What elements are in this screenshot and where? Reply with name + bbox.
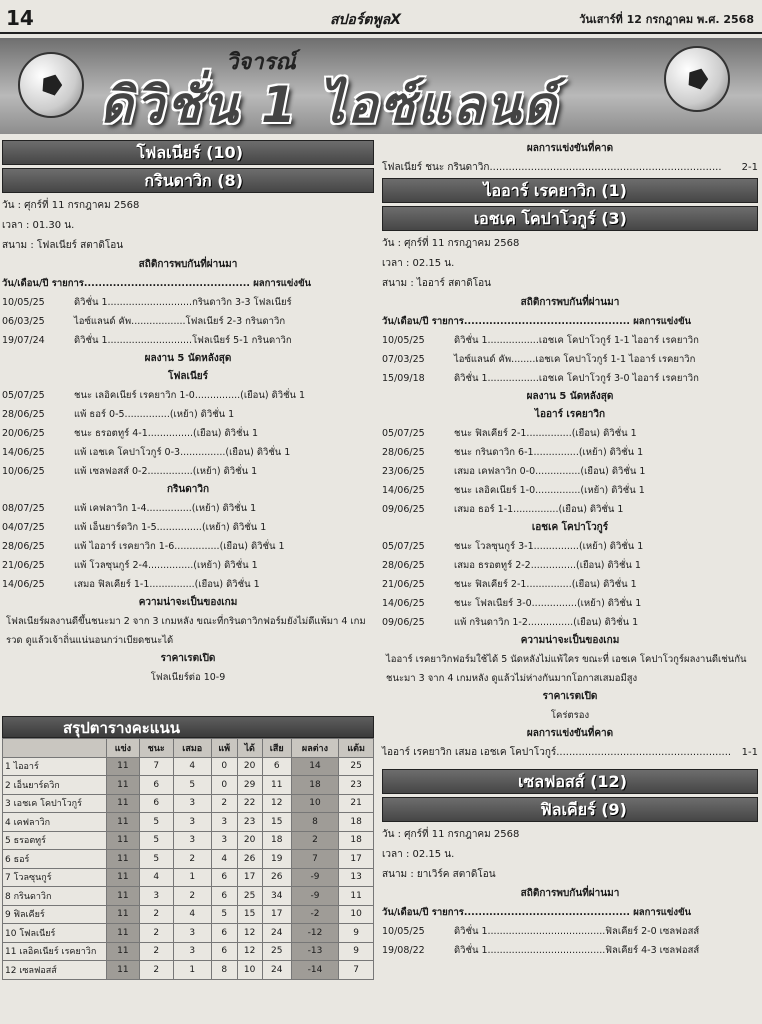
stat-cell: 2: [139, 905, 173, 924]
h2h-list: [382, 331, 758, 388]
prediction-row: [382, 158, 758, 178]
result-row: [382, 462, 758, 481]
result-detail: แพ้ กรินดาวิก 1-2...............(เยือน) ดิวิชั่น 1: [454, 617, 639, 628]
chance-title: ความน่าจะเป็นของเกม: [138, 597, 238, 608]
result-row: [382, 424, 758, 443]
stat-cell: 6: [211, 868, 237, 887]
result-detail: ชนะ ฟิลเคียร์ 2-1...............(เยือน) ดิวิชั่น 1: [454, 428, 637, 439]
stat-cell: 11: [107, 794, 140, 813]
stat-cell: 11: [107, 831, 140, 850]
standings-row: [3, 942, 374, 961]
stat-cell: 10: [291, 794, 339, 813]
stat-cell: 1: [173, 868, 211, 887]
page-header: [0, 0, 762, 34]
match-venue: สนาม : ยาเวิร์ค สตาดิโอน: [382, 869, 496, 880]
standings-column-header: ได้: [237, 739, 262, 758]
match-time: เวลา : 01.30 น.: [2, 220, 75, 231]
result-detail: ชนะ ธรอตทูร์ 4-1...............(เยือน) ดิวิชั่น 1: [74, 428, 258, 439]
result-date: 21/06/25: [382, 579, 425, 590]
result-date: 20/06/25: [2, 428, 45, 439]
team-name: 6 ธอร์: [3, 850, 107, 869]
form-team-name: โฟลเนียร์: [167, 371, 209, 382]
standings-column-header: ผลต่าง: [291, 739, 339, 758]
result-detail: แพ้ เอ็นยาร์ดวิก 1-5...............(เหย้า) ดิวิชั่น 1: [74, 522, 267, 533]
stat-cell: 26: [237, 850, 262, 869]
team-name: 1 ไออาร์: [3, 757, 107, 776]
left-column: [2, 140, 374, 687]
result-date: 15/09/18: [382, 373, 425, 384]
h2h-list: [2, 293, 374, 350]
team-name: 10 โฟลเนียร์: [3, 924, 107, 943]
result-date: 10/05/25: [382, 926, 425, 937]
stat-cell: 1: [173, 961, 211, 980]
result-detail: เสมอ ธรอตทูร์ 2-2...............(เยือน) ดิวิชั่น 1: [454, 560, 641, 571]
stat-cell: 18: [291, 776, 339, 795]
right-column: [382, 140, 758, 960]
team-name: 3 เอชเค โคปาโวกูร์: [3, 794, 107, 813]
form-list: [382, 424, 758, 519]
chance-text: โฟลเนียร์ผลงานดีขึ้นชนะมา 2 จาก 3 เกมหลัง ขณะที่กรินดาวิกฟอร์มยังไม่ดีแพ้มา 4 เกมรวด ดูแล้วเจ้าถิ่นแน่นอนกว่าเบียดชนะได้: [6, 616, 366, 646]
result-detail: แพ้ ธอร์ 0-5...............(เหย้า) ดิวิชั่น 1: [74, 409, 235, 420]
result-row: [2, 518, 374, 537]
prediction-text: โฟลเนียร์ ชนะ กรินดาวิก.........................................................................: [382, 162, 722, 173]
stat-cell: 19: [262, 850, 291, 869]
prediction-score: 1-1: [741, 747, 758, 758]
result-detail: ดิวิชั่น 1............................กรินดาวิก 3-3 โฟลเนียร์: [74, 297, 292, 308]
home-team-bar: เซลฟอสส์ (12): [382, 769, 758, 794]
result-detail: ดิวิชั่น 1............................โฟลเนียร์ 5-1 กรินดาวิก: [74, 335, 292, 346]
stat-cell: 22: [237, 794, 262, 813]
stat-cell: 3: [173, 813, 211, 832]
stat-cell: 2: [173, 887, 211, 906]
result-detail: แพ้ เคฟลาวิก 1-4...............(เหย้า) ดิวิชั่น 1: [74, 503, 257, 514]
stat-cell: 12: [262, 794, 291, 813]
result-date: 19/08/22: [382, 945, 425, 956]
stat-cell: 6: [211, 887, 237, 906]
result-detail: แพ้ ไออาร์ เรคยาวิก 1-6...............(เยือน) ดิวิชั่น 1: [74, 541, 285, 552]
result-row: [382, 369, 758, 388]
result-date: 08/07/25: [2, 503, 45, 514]
result-row: [382, 613, 758, 632]
result-date: 06/03/25: [2, 316, 45, 327]
standings-column-header: แต้ม: [339, 739, 374, 758]
stat-cell: -13: [291, 942, 339, 961]
result-date: 10/06/25: [2, 466, 45, 477]
stat-cell: -14: [291, 961, 339, 980]
form-list: [2, 386, 374, 481]
stat-cell: -2: [291, 905, 339, 924]
publication-logo: สปอร์ตพูลX: [330, 12, 402, 28]
result-row: [382, 443, 758, 462]
stat-cell: 5: [139, 850, 173, 869]
stat-cell: 4: [211, 850, 237, 869]
stat-cell: 5: [173, 776, 211, 795]
stat-cell: 9: [339, 942, 374, 961]
result-date: 14/06/25: [382, 485, 425, 496]
home-team-bar: ไออาร์ เรคยาวิก (1): [382, 178, 758, 203]
stat-cell: 4: [173, 905, 211, 924]
match-date: วัน : ศุกร์ที่ 11 กรกฎาคม 2568: [382, 238, 520, 249]
odds-value: โฟลเนียร์ต่อ 10-9: [150, 672, 226, 683]
chance-text: ไออาร์ เรคยาวิกฟอร์มใช้ได้ 5 นัดหลังไม่แพ้ใคร ขณะที่ เอชเค โคปาโวกูร์ผลงานดีเช่นกันชนะมา 3 จาก 4 เกมหลัง ดูแล้วไม่ห่างกันมากโอกาสเสมอมีสูง: [386, 654, 747, 684]
stat-cell: 17: [339, 850, 374, 869]
result-date: 04/07/25: [2, 522, 45, 533]
stat-cell: 9: [339, 924, 374, 943]
stat-cell: 12: [237, 942, 262, 961]
stat-cell: 5: [139, 813, 173, 832]
form-title: ผลงาน 5 นัดหลังสุด: [526, 391, 614, 402]
stat-cell: 2: [139, 961, 173, 980]
stat-cell: 3: [173, 794, 211, 813]
standings-row: [3, 905, 374, 924]
result-row: [382, 350, 758, 369]
h2h-header: วัน/เดือน/ปี รายการ.............................................. ผลการแข่งขัน: [382, 907, 692, 918]
result-row: [2, 575, 374, 594]
stat-cell: 8: [211, 961, 237, 980]
result-detail: แพ้ เอชเค โคปาโวกูร์ 0-3...............(เยือน) ดิวิชั่น 1: [74, 447, 291, 458]
standings-title: สรุปตารางคะแนน: [2, 716, 374, 738]
standings-table: [2, 716, 374, 980]
odds-value: โคร่ตรอง: [550, 710, 590, 721]
result-row: [2, 386, 374, 405]
result-detail: เสมอ ฟิลเคียร์ 1-1...............(เยือน) ดิวิชั่น 1: [74, 579, 260, 590]
result-date: 10/05/25: [2, 297, 45, 308]
stat-cell: 18: [339, 813, 374, 832]
stat-cell: 11: [262, 776, 291, 795]
team-name: 4 เคฟลาวิก: [3, 813, 107, 832]
stat-cell: 11: [107, 905, 140, 924]
form-list: [382, 537, 758, 632]
result-row: [382, 575, 758, 594]
stat-cell: 18: [339, 831, 374, 850]
stat-cell: 23: [339, 776, 374, 795]
stat-cell: 17: [237, 868, 262, 887]
stat-cell: 4: [139, 868, 173, 887]
result-detail: ชนะ กรินดาวิก 6-1...............(เหย้า) ดิวิชั่น 1: [454, 447, 644, 458]
chance-title: ความน่าจะเป็นของเกม: [520, 635, 620, 646]
result-date: 23/06/25: [382, 466, 425, 477]
prediction-title: ผลการแข่งขันที่คาด: [526, 143, 614, 154]
standings-column-header: ชนะ: [139, 739, 173, 758]
result-date: 14/06/25: [2, 579, 45, 590]
form-team-name: ไออาร์ เรคยาวิก: [534, 409, 606, 420]
prediction-row: [382, 743, 758, 763]
result-row: [2, 462, 374, 481]
standings-row: [3, 961, 374, 980]
result-detail: ชนะ โฟลเนียร์ 3-0...............(เหย้า) ดิวิชั่น 1: [454, 598, 642, 609]
standings-column-header: แข่ง: [107, 739, 140, 758]
prediction-score: 2-1: [741, 162, 758, 173]
stat-cell: 0: [211, 776, 237, 795]
form-list: [2, 499, 374, 594]
stat-cell: 12: [237, 924, 262, 943]
stat-cell: 14: [291, 757, 339, 776]
stat-cell: 7: [139, 757, 173, 776]
standings-row: [3, 850, 374, 869]
standings-row: [3, 924, 374, 943]
form-title: ผลงาน 5 นัดหลังสุด: [144, 353, 232, 364]
result-date: 07/03/25: [382, 354, 425, 365]
home-team-bar: โฟลเนียร์ (10): [2, 140, 374, 165]
away-team-bar: กรินดาวิก (8): [2, 168, 374, 193]
result-detail: ดิวิชั่น 1.................เอชเค โคปาโวกูร์ 3-0 ไออาร์ เรคยาวิก: [454, 373, 699, 384]
stat-cell: 11: [107, 813, 140, 832]
stat-cell: 2: [173, 850, 211, 869]
odds-title: ราคาเรตเปิด: [160, 653, 216, 664]
result-date: 28/06/25: [382, 560, 425, 571]
stat-cell: 24: [262, 961, 291, 980]
standings-column-header: แพ้: [211, 739, 237, 758]
h2h-title: สถิติการพบกันที่ผ่านมา: [520, 297, 620, 308]
result-detail: ดิวิชั่น 1.......................................ฟิลเคียร์ 4-3 เซลฟอสส์: [454, 945, 700, 956]
result-date: 09/06/25: [382, 504, 425, 515]
stat-cell: 10: [339, 905, 374, 924]
stat-cell: 34: [262, 887, 291, 906]
result-date: 14/06/25: [2, 447, 45, 458]
form-team-name: กรินดาวิก: [166, 484, 210, 495]
stat-cell: 15: [237, 905, 262, 924]
stat-cell: 11: [107, 942, 140, 961]
standings-row: [3, 757, 374, 776]
stat-cell: 29: [237, 776, 262, 795]
result-date: 28/06/25: [382, 447, 425, 458]
stat-cell: 20: [237, 757, 262, 776]
football-icon: [18, 52, 84, 118]
stat-cell: 20: [237, 831, 262, 850]
stat-cell: -9: [291, 887, 339, 906]
stat-cell: 13: [339, 868, 374, 887]
result-detail: ไอซ์แลนด์ คัพ........เอชเค โคปาโวกูร์ 1-1 ไออาร์ เรคยาวิก: [454, 354, 696, 365]
result-detail: แพ้ เซลฟอสส์ 0-2...............(เหย้า) ดิวิชั่น 1: [74, 466, 258, 477]
match-time: เวลา : 02.15 น.: [382, 849, 455, 860]
standings-column-header: [3, 739, 107, 758]
result-row: [2, 443, 374, 462]
stat-cell: 8: [291, 813, 339, 832]
stat-cell: -9: [291, 868, 339, 887]
result-detail: ชนะ เลอิคเนียร์ 1-0...............(เหย้า) ดิวิชั่น 1: [454, 485, 645, 496]
team-name: 11 เลอิคเนียร์ เรคยาวิก: [3, 942, 107, 961]
team-name: 8 กรินดาวิก: [3, 887, 107, 906]
result-detail: ดิวิชั่น 1.......................................ฟิลเคียร์ 2-0 เซลฟอสส์: [454, 926, 700, 937]
stat-cell: -12: [291, 924, 339, 943]
standings-row: [3, 794, 374, 813]
stat-cell: 11: [107, 776, 140, 795]
team-name: 2 เอ็นยาร์ดวิก: [3, 776, 107, 795]
stat-cell: 3: [173, 942, 211, 961]
stat-cell: 7: [291, 850, 339, 869]
result-row: [382, 500, 758, 519]
result-row: [2, 556, 374, 575]
banner-title: ดิวิชั่น 1 ไอซ์แลนด์: [100, 76, 559, 134]
section-banner: [0, 38, 762, 134]
result-detail: เสมอ เคฟลาวิก 0-0...............(เยือน) ดิวิชั่น 1: [454, 466, 646, 477]
stat-cell: 11: [107, 924, 140, 943]
form-team-name: เอชเค โคปาโวกูร์: [531, 522, 609, 533]
result-row: [2, 293, 374, 312]
match-date: วัน : ศุกร์ที่ 11 กรกฎาคม 2568: [2, 200, 140, 211]
result-date: 05/07/25: [382, 428, 425, 439]
stat-cell: 17: [262, 905, 291, 924]
h2h-title: สถิติการพบกันที่ผ่านมา: [520, 888, 620, 899]
prediction-title: ผลการแข่งขันที่คาด: [526, 728, 614, 739]
stat-cell: 23: [237, 813, 262, 832]
stat-cell: 25: [262, 942, 291, 961]
result-detail: ชนะ ฟิลเคียร์ 2-1...............(เยือน) ดิวิชั่น 1: [454, 579, 637, 590]
result-row: [2, 405, 374, 424]
stat-cell: 6: [139, 776, 173, 795]
standings-row: [3, 831, 374, 850]
result-detail: ชนะ เลอิคเนียร์ เรคยาวิก 1-0...............(เยือน) ดิวิชั่น 1: [74, 390, 306, 401]
stat-cell: 11: [107, 961, 140, 980]
stat-cell: 2: [139, 924, 173, 943]
match-date: วัน : ศุกร์ที่ 11 กรกฎาคม 2568: [382, 829, 520, 840]
stat-cell: 7: [339, 961, 374, 980]
stat-cell: 3: [211, 813, 237, 832]
odds-title: ราคาเรตเปิด: [542, 691, 598, 702]
away-team-bar: ฟิลเคียร์ (9): [382, 797, 758, 822]
result-row: [382, 594, 758, 613]
match-venue: สนาม : ไออาร์ สตาดิโอน: [382, 278, 491, 289]
standings-column-header: เสมอ: [173, 739, 211, 758]
match-venue: สนาม : โฟลเนียร์ สตาดิโอน: [2, 240, 124, 251]
result-row: [382, 331, 758, 350]
result-row: [382, 481, 758, 500]
h2h-header: วัน/เดือน/ปี รายการ.............................................. ผลการแข่งขัน: [382, 316, 692, 327]
result-date: 28/06/25: [2, 409, 45, 420]
result-detail: ชนะ โวลซุนกูร์ 3-1...............(เหย้า) ดิวิชั่น 1: [454, 541, 644, 552]
h2h-title: สถิติการพบกันที่ผ่านมา: [138, 259, 238, 270]
stat-cell: 6: [262, 757, 291, 776]
stat-cell: 5: [139, 831, 173, 850]
stat-cell: 11: [107, 868, 140, 887]
stat-cell: 2: [211, 794, 237, 813]
result-row: [382, 556, 758, 575]
team-name: 5 ธรอตทูร์: [3, 831, 107, 850]
issue-date: วันเสาร์ที่ 12 กรกฎาคม พ.ศ. 2568: [579, 13, 754, 26]
stat-cell: 10: [237, 961, 262, 980]
stat-cell: 3: [173, 831, 211, 850]
stat-cell: 3: [211, 831, 237, 850]
result-date: 10/05/25: [382, 335, 425, 346]
standings-row: [3, 776, 374, 795]
stat-cell: 11: [107, 887, 140, 906]
stat-cell: 18: [262, 831, 291, 850]
away-team-bar: เอชเค โคปาโวกูร์ (3): [382, 206, 758, 231]
standings-row: [3, 887, 374, 906]
stat-cell: 2: [291, 831, 339, 850]
stat-cell: 6: [139, 794, 173, 813]
h2h-list: [382, 922, 758, 960]
result-row: [382, 941, 758, 960]
result-detail: ไอซ์แลนด์ คัพ..................โฟลเนียร์ 2-3 กรินดาวิก: [74, 316, 286, 327]
result-detail: เสมอ ธอร์ 1-1...............(เยือน) ดิวิชั่น 1: [454, 504, 624, 515]
result-row: [2, 537, 374, 556]
result-date: 14/06/25: [382, 598, 425, 609]
result-row: [2, 312, 374, 331]
stat-cell: 21: [339, 794, 374, 813]
stat-cell: 5: [211, 905, 237, 924]
team-name: 12 เซลฟอสส์: [3, 961, 107, 980]
result-date: 21/06/25: [2, 560, 45, 571]
team-name: 9 ฟิลเคียร์: [3, 905, 107, 924]
team-name: 7 โวลซุนกูร์: [3, 868, 107, 887]
result-date: 09/06/25: [382, 617, 425, 628]
result-row: [382, 922, 758, 941]
page-number: 14: [6, 6, 34, 30]
result-detail: ดิวิชั่น 1.................เอชเค โคปาโวกูร์ 1-1 ไออาร์ เรคยาวิก: [454, 335, 699, 346]
result-detail: แพ้ โวลซุนกูร์ 2-4...............(เหย้า) ดิวิชั่น 1: [74, 560, 258, 571]
prediction-text: ไออาร์ เรคยาวิก เสมอ เอชเค โคปาโวกูร์.......................................................: [382, 747, 732, 758]
stat-cell: 26: [262, 868, 291, 887]
stat-cell: 11: [339, 887, 374, 906]
result-row: [2, 424, 374, 443]
result-row: [2, 499, 374, 518]
stat-cell: 25: [237, 887, 262, 906]
standings-column-header: เสีย: [262, 739, 291, 758]
result-date: 05/07/25: [382, 541, 425, 552]
h2h-header: วัน/เดือน/ปี รายการ.............................................. ผลการแข่งขัน: [2, 278, 312, 289]
stat-cell: 15: [262, 813, 291, 832]
stat-cell: 2: [139, 942, 173, 961]
result-row: [382, 537, 758, 556]
stat-cell: 4: [173, 757, 211, 776]
standings-row: [3, 868, 374, 887]
stat-cell: 0: [211, 757, 237, 776]
stat-cell: 3: [139, 887, 173, 906]
stat-cell: 25: [339, 757, 374, 776]
banner-subtitle: วิจารณ์: [226, 50, 296, 75]
stat-cell: 3: [173, 924, 211, 943]
stat-cell: 11: [107, 757, 140, 776]
stat-cell: 24: [262, 924, 291, 943]
result-date: 05/07/25: [2, 390, 45, 401]
standings-row: [3, 813, 374, 832]
stat-cell: 11: [107, 850, 140, 869]
result-date: 19/07/24: [2, 335, 45, 346]
football-icon: [664, 46, 730, 112]
match-time: เวลา : 02.15 น.: [382, 258, 455, 269]
result-row: [2, 331, 374, 350]
stat-cell: 6: [211, 942, 237, 961]
result-date: 28/06/25: [2, 541, 45, 552]
stat-cell: 6: [211, 924, 237, 943]
